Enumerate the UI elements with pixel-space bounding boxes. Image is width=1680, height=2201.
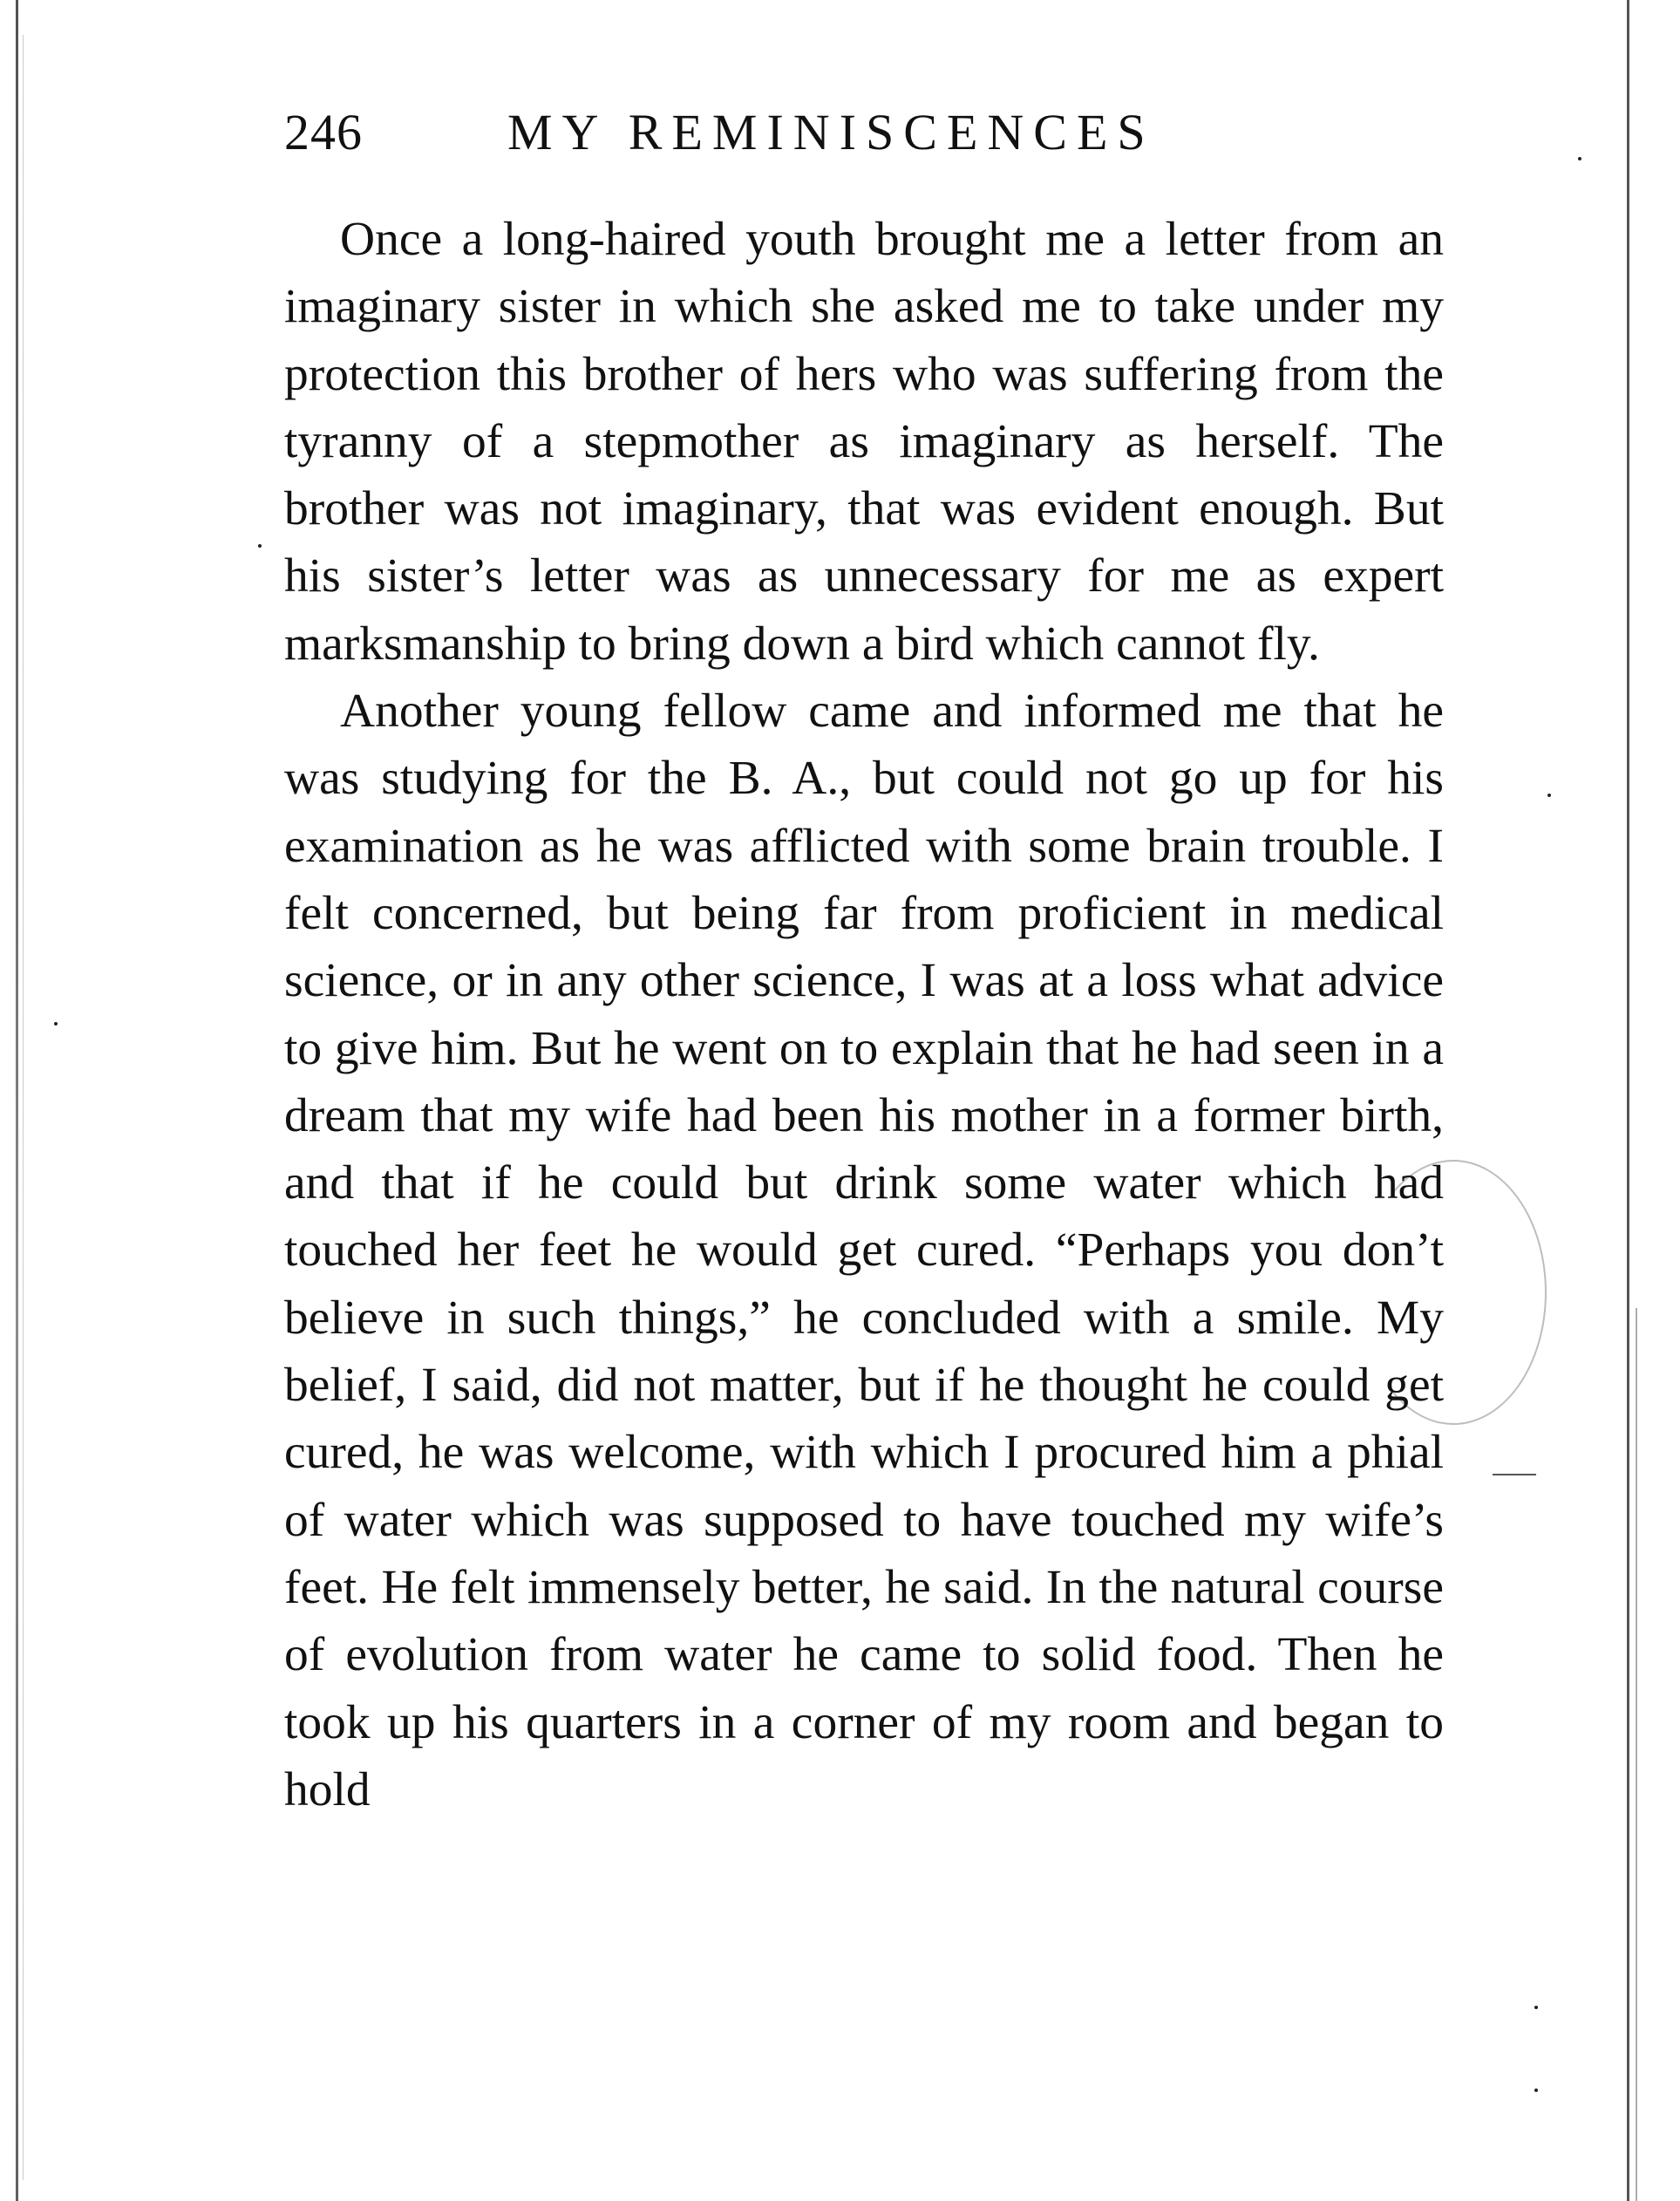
scan-speck: [1547, 794, 1551, 797]
body-text: [284, 206, 1444, 1823]
page-number: 246: [284, 104, 363, 160]
scan-edge-right-inner: [1636, 1308, 1637, 2201]
scan-edge-left-inner: [23, 35, 24, 2180]
scan-edge-right: [1627, 0, 1629, 2201]
page-header: [284, 98, 1444, 167]
paragraph: Another young fellow came and informed me that he was studying for the B. A., but could not go up for his examination as he was afflicted with some brain trouble. I felt concerned, but being far from proficient in medical science, or in any other science, I was at a loss what advice to give him. But he went on to explain that he had seen in a dream that my wife had been his mother in a former birth, and that if he could but drink some water which had touched her feet he would get cured. “Perhaps you don’t believe in such things,” he concluded with a smile. My belief, I said, did not matter, but if he thought he could get cured, he was welcome, with which I procured him a phial of water which was supposed to have touched my wife’s feet. He felt immensely better, he said. In the natural course of evolution from water he came to solid food. Then he took up his quarters in a corner of my room and began to hold: [284, 685, 1444, 1816]
scan-speck: [1578, 157, 1581, 160]
scan-speck: [1534, 2089, 1538, 2092]
scan-speck: [54, 1022, 58, 1026]
paragraph: Once a long-haired youth brought me a letter from an imaginary sister in which she asked me to take under my protection this brother of hers who was suffering from the tyranny of a stepmother as imaginary as herself. The brother was not imaginary, that was evident enough. But his sister’s letter was as unnecessary for me as expert marksmanship to bring down a bird which cannot fly.: [284, 213, 1444, 671]
scan-dash-artifact: [1493, 1474, 1536, 1475]
scan-speck: [258, 544, 262, 548]
scan-speck: [1534, 2006, 1538, 2009]
running-title: MY REMINISCENCES: [507, 104, 1155, 160]
scan-edge-left: [16, 0, 18, 2201]
